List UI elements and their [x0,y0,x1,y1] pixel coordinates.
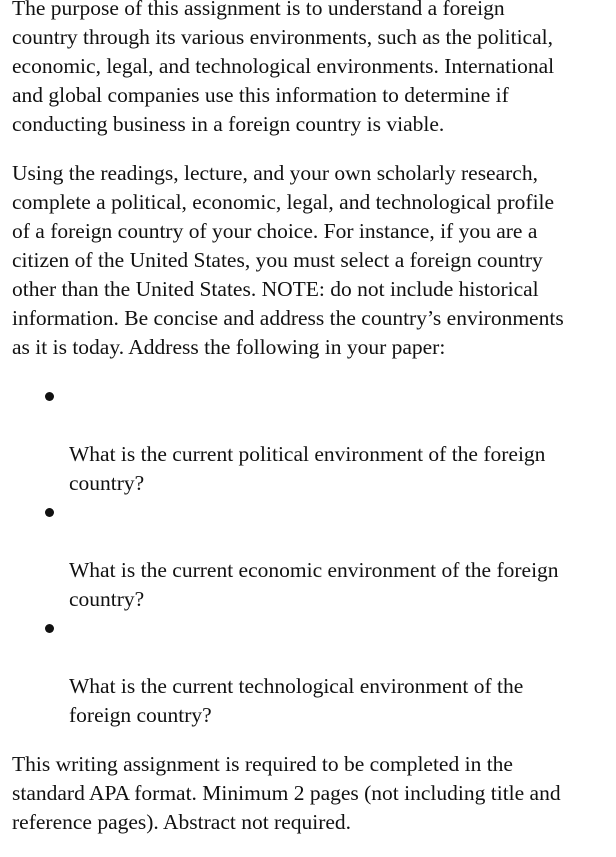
question-economic [12,498,608,614]
question-text: What is the current economic environment of the foreign country? [69,558,559,611]
question-technological [12,614,608,730]
bullet-icon [45,624,54,633]
question-list [12,382,608,730]
bullet-icon [45,508,54,517]
question-political [12,382,608,498]
question-text: What is the current political environment of the foreign country? [69,442,546,495]
question-text: What is the current technological environment of the foreign country? [69,674,524,727]
assignment-document [12,0,608,857]
requirements-paragraph: This writing assignment is required to be completed in the standard APA format. Minimum 2 pages (not including title and reference pages). Abstract not required. [12,752,561,834]
instructions-paragraph: Using the readings, lecture, and your own scholarly research, complete a political, economic, legal, and technological profile of a foreign country of your choice. For instance, if you are a citizen of the United States, you must select a foreign country other than the United States. NOTE: do not include historical information. Be concise and address the country’s environments as it is today. Address the following in your paper: [12,161,564,359]
bullet-icon [45,392,54,401]
intro-paragraph: The purpose of this assignment is to understand a foreign country through its various environments, such as the political, economic, legal, and technological environments. International and global companies use this information to determine if conducting business in a foreign country is viable. [12,0,555,136]
